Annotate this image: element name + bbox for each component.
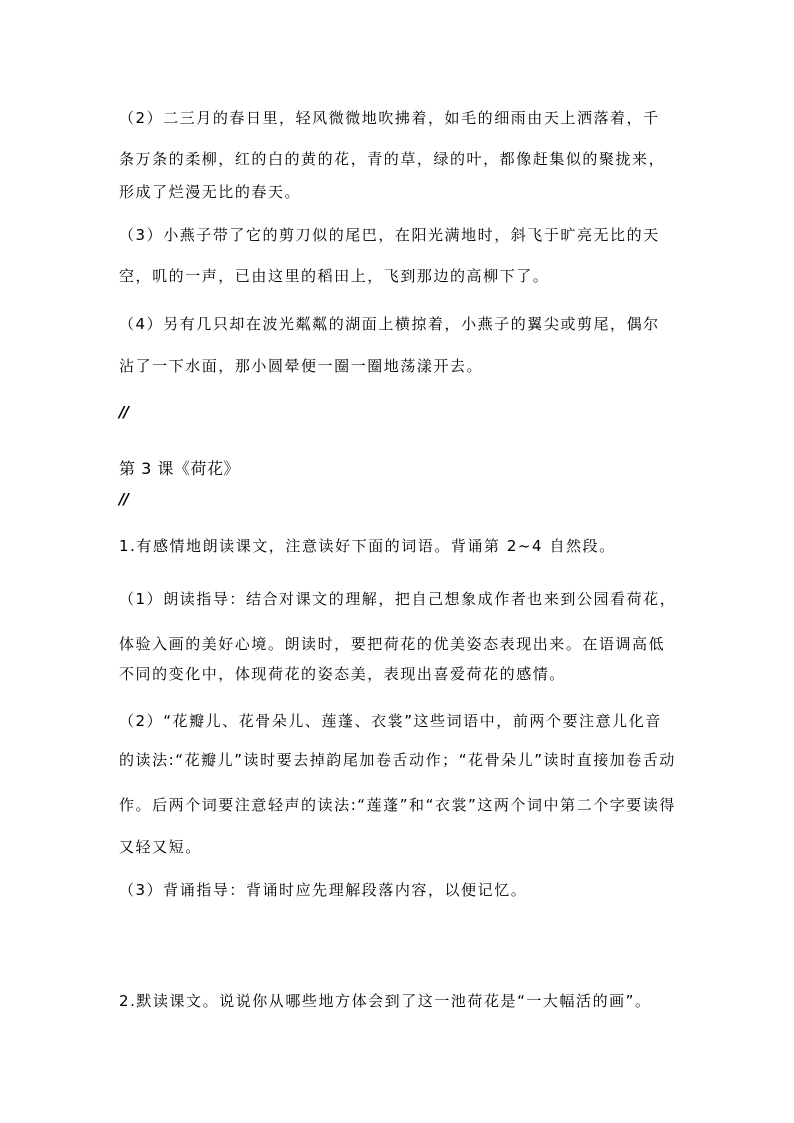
paragraph-4-line-1: （4）另有几只却在波光粼粼的湖面上横掠着，小燕子的翼尖或剪尾，偶尔 [119, 315, 660, 333]
guide-1-line-1: （1）朗读指导：结合对课文的理解，把自己想象成作者也来到公园看荷花， [119, 590, 677, 608]
paragraph-3-line-2: 空，叽的一声，已由这里的稻田上，飞到那边的高柳下了。 [119, 267, 550, 285]
paragraph-2-line-3: 形成了烂漫无比的春天。 [119, 183, 302, 201]
guide-2-line-1: （2）“花瓣儿、花骨朵儿、莲蓬、衣裳”这些词语中，前两个要注意儿化音 [119, 712, 662, 730]
separator-mark: // [119, 403, 128, 421]
paragraph-2-line-1: （2）二三月的春日里，轻风微微地吹拂着，如毛的细雨由天上洒落着，千 [119, 109, 660, 127]
paragraph-2-line-2: 条万条的柔柳，红的白的黄的花，青的草，绿的叶，都像赶集似的聚拢来， [119, 150, 666, 168]
paragraph-4-line-2: 沾了一下水面，那小圆晕便一圈一圈地荡漾开去。 [119, 357, 484, 375]
question-1: 1.有感情地朗读课文，注意读好下面的词语。背诵第 2~4 自然段。 [119, 537, 616, 555]
guide-2-line-2: 的读法:“花瓣儿”读时要去掉韵尾加卷舌动作；“花骨朵儿”读时直接加卷舌动 [119, 751, 676, 769]
guide-2-line-3: 作。后两个词要注意轻声的读法:“莲蓬”和“衣裳”这两个词中第二个字要读得 [119, 796, 676, 814]
guide-2-line-4: 又轻又短。 [119, 838, 202, 856]
separator-mark: // [119, 490, 128, 508]
guide-1-line-3: 不同的变化中，体现荷花的姿态美，表现出喜爱荷花的感情。 [119, 665, 566, 683]
paragraph-3-line-1: （3）小燕子带了它的剪刀似的尾巴，在阳光满地时，斜飞于旷亮无比的天 [119, 226, 660, 244]
question-2: 2.默读课文。说说你从哪些地方体会到了这一池荷花是“一大幅活的画”。 [119, 992, 652, 1010]
guide-3-line-1: （3）背诵指导：背诵时应先理解段落内容，以便记忆。 [119, 881, 528, 899]
lesson-title: 第 3 课《荷花》 [119, 459, 240, 478]
guide-1-line-2: 体验入画的美好心境。朗读时，要把荷花的优美姿态表现出来。在语调高低 [119, 635, 666, 653]
